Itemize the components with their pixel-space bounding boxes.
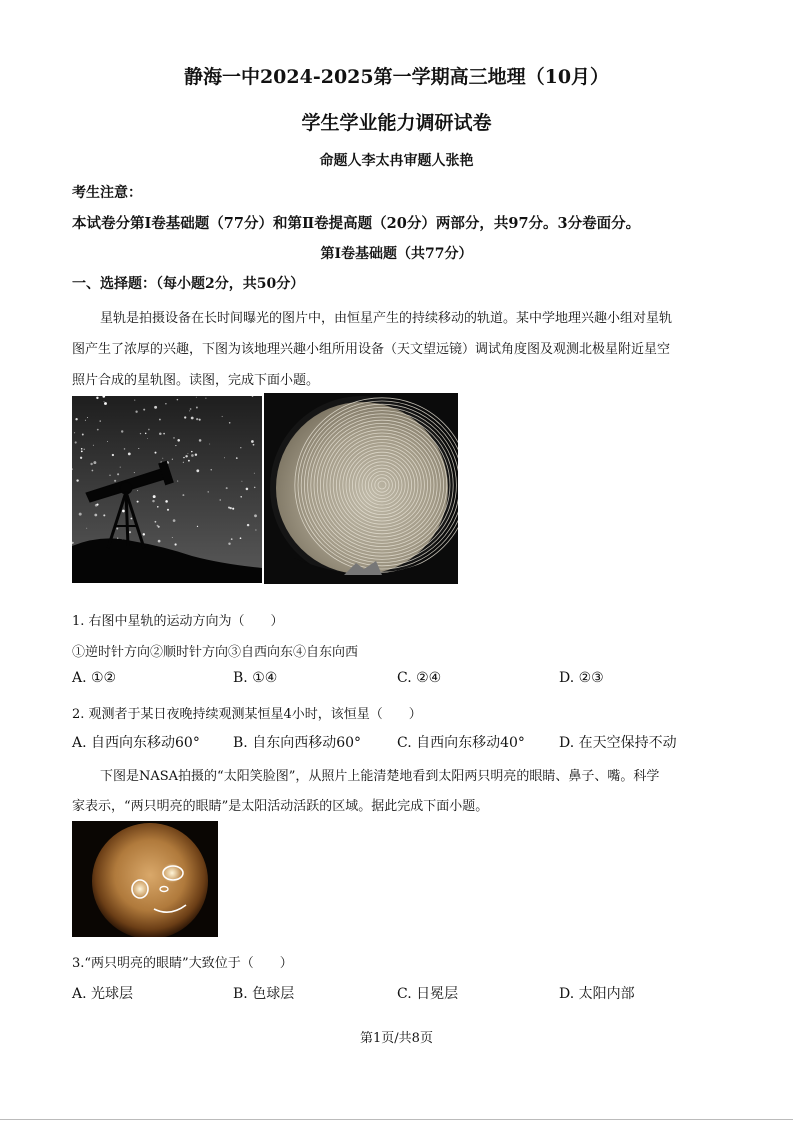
notice-text: 本试卷分第Ⅰ卷基础题（77分）和第Ⅱ卷提高题（20分）两部分，共97分。3分卷面分。 [72,215,641,232]
question-1-sub: ①逆时针方向②顺时针方向③自西向东④自东向西 [72,645,359,660]
passage1-line2: 图产生了浓厚的兴趣，下图为该地理兴趣小组所用设备（天文望远镜）调试角度图及观测北极星附近星空 [72,342,671,357]
notice-label: 考生注意： [72,185,142,201]
question-2-option-d[interactable]: D. 在天空保持不动 [559,735,677,751]
question-3-option-a[interactable]: A. 光球层 [72,986,134,1002]
authors: 命题人李太冉审题人张艳 [319,153,474,169]
part-title: 一、选择题：（每小题2分，共50分） [72,276,305,292]
bottom-divider [0,1119,793,1120]
question-3-option-b[interactable]: B. 色球层 [233,986,295,1002]
question-1-option-b[interactable]: B. ①④ [233,670,278,686]
question-3-stem: 3.“两只明亮的眼睛”大致位于（ ） [72,956,293,971]
telescope-silhouette-photo [72,396,262,583]
question-1-option-a[interactable]: A. ①② [72,670,117,686]
passage2-line2: 家表示，“两只明亮的眼睛”是太阳活动活跃的区域。据此完成下面小题。 [72,799,489,814]
question-2-option-c[interactable]: C. 自西向东移动40° [397,735,525,751]
passage2-line1: 下图是NASA拍摄的“太阳笑脸图”，从照片上能清楚地看到太阳两只明亮的眼睛、鼻子、嘴。科学 [100,769,660,784]
question-3-option-d[interactable]: D. 太阳内部 [559,986,635,1002]
question-3-option-c[interactable]: C. 日冕层 [397,986,459,1002]
passage1-line3: 照片合成的星轨图。读图，完成下面小题。 [72,373,320,388]
star-trails-photo [264,393,458,584]
question-2-stem: 2. 观测者于某日夜晚持续观测某恒星4小时，该恒星（ ） [72,707,422,722]
sun-smiley-photo [72,821,218,937]
section-title: 第Ⅰ卷基础题（共77分） [320,246,473,262]
question-2-option-a[interactable]: A. 自西向东移动60° [72,735,200,751]
question-1-option-d[interactable]: D. ②③ [559,670,604,686]
question-1-stem: 1. 右图中星轨的运动方向为（ ） [72,614,284,629]
page-title: 静海一中2024-2025第一学期高三地理（10月） [183,66,610,88]
question-2-option-b[interactable]: B. 自东向西移动60° [233,735,362,751]
passage1-line1: 星轨是拍摄设备在长时间曝光的图片中，由恒星产生的持续移动的轨道。某中学地理兴趣小组对星轨 [100,311,673,326]
question-1-option-c[interactable]: C. ②④ [397,670,442,686]
page-subtitle: 学生学业能力调研试卷 [301,112,492,134]
page-number: 第1页/共8页 [360,1031,433,1046]
